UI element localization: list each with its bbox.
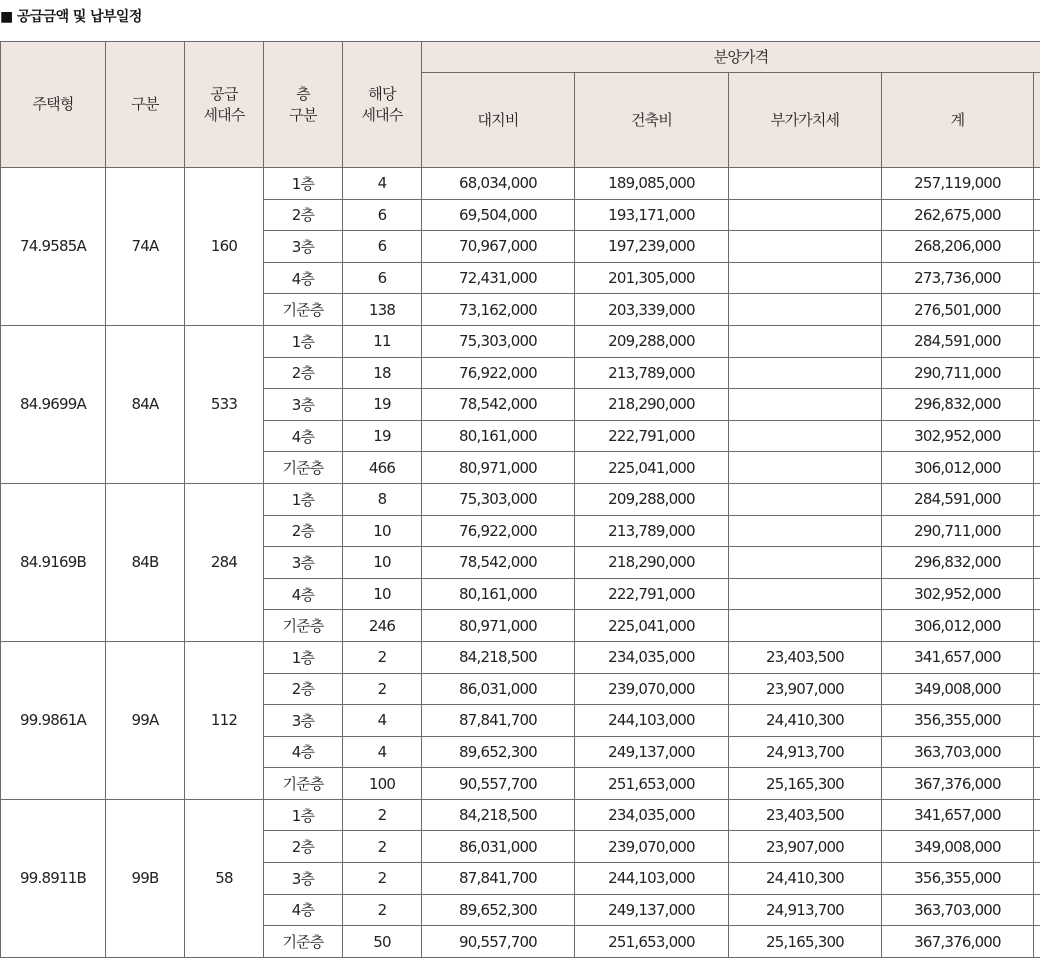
- cell-units: 4: [343, 168, 422, 200]
- cell-floor: 3층: [264, 389, 343, 421]
- cell-land: 87,841,700: [422, 705, 575, 737]
- header-vat: 부가가치세: [729, 73, 882, 168]
- cell-stub: [1034, 799, 1040, 831]
- cell-land: 78,542,000: [422, 389, 575, 421]
- cell-units: 8: [343, 483, 422, 515]
- cell-floor: 1층: [264, 168, 343, 200]
- cell-stub: [1034, 736, 1040, 768]
- cell-vat: 24,410,300: [729, 863, 882, 895]
- cell-build: 244,103,000: [575, 705, 729, 737]
- cell-vat: [729, 231, 882, 263]
- cell-build: 218,290,000: [575, 547, 729, 579]
- cell-floor: 2층: [264, 831, 343, 863]
- cell-floor: 3층: [264, 231, 343, 263]
- cell-division: 84A: [106, 325, 185, 483]
- cell-build: 213,789,000: [575, 515, 729, 547]
- cell-floor: 4층: [264, 420, 343, 452]
- cell-build: 222,791,000: [575, 578, 729, 610]
- cell-units: 4: [343, 705, 422, 737]
- cell-stub: [1034, 863, 1040, 895]
- cell-land: 69,504,000: [422, 199, 575, 231]
- cell-vat: [729, 578, 882, 610]
- table-row: [1, 325, 1040, 357]
- cell-floor: 기준층: [264, 452, 343, 484]
- cell-floor: 4층: [264, 736, 343, 768]
- cell-vat: 24,913,700: [729, 736, 882, 768]
- header-floor-line2: 구분: [289, 105, 317, 124]
- cell-total: 284,591,000: [882, 483, 1034, 515]
- header-type: 주택형: [1, 42, 106, 168]
- cell-vat: [729, 199, 882, 231]
- cell-units: 2: [343, 894, 422, 926]
- cell-total: 276,501,000: [882, 294, 1034, 326]
- cell-floor: 1층: [264, 799, 343, 831]
- cell-land: 84,218,500: [422, 641, 575, 673]
- cell-total: 356,355,000: [882, 705, 1034, 737]
- header-build: 건축비: [575, 73, 729, 168]
- cell-build: 244,103,000: [575, 863, 729, 895]
- cell-land: 80,971,000: [422, 452, 575, 484]
- cell-build: 239,070,000: [575, 831, 729, 863]
- cell-stub: [1034, 452, 1040, 484]
- cell-floor: 4층: [264, 262, 343, 294]
- cell-floor: 2층: [264, 515, 343, 547]
- cell-vat: [729, 547, 882, 579]
- cell-vat: 25,165,300: [729, 926, 882, 958]
- header-floor-line1: 층: [296, 84, 310, 103]
- cell-type: 99.8911B: [1, 799, 106, 957]
- cell-vat: [729, 452, 882, 484]
- header-land: 대지비: [422, 73, 575, 168]
- cell-vat: [729, 389, 882, 421]
- cell-units: 10: [343, 547, 422, 579]
- cell-stub: [1034, 294, 1040, 326]
- cell-total: 349,008,000: [882, 831, 1034, 863]
- cell-units: 6: [343, 199, 422, 231]
- header-supply-units-line1: 공급: [210, 84, 238, 103]
- cell-type: 84.9699A: [1, 325, 106, 483]
- cell-stub: [1034, 357, 1040, 389]
- cell-total: 296,832,000: [882, 389, 1034, 421]
- cell-build: 209,288,000: [575, 483, 729, 515]
- cell-build: 213,789,000: [575, 357, 729, 389]
- cell-total: 363,703,000: [882, 736, 1034, 768]
- cell-build: 197,239,000: [575, 231, 729, 263]
- cell-vat: 23,403,500: [729, 641, 882, 673]
- cell-build: 193,171,000: [575, 199, 729, 231]
- cell-total: 302,952,000: [882, 578, 1034, 610]
- cell-stub: [1034, 389, 1040, 421]
- header-supply-units-line2: 세대수: [203, 105, 245, 124]
- cell-vat: [729, 294, 882, 326]
- cell-land: 80,161,000: [422, 578, 575, 610]
- table-row: [1, 483, 1040, 515]
- cell-land: 90,557,700: [422, 926, 575, 958]
- cell-floor: 4층: [264, 894, 343, 926]
- cell-land: 80,161,000: [422, 420, 575, 452]
- cell-land: 76,922,000: [422, 515, 575, 547]
- cell-total: 349,008,000: [882, 673, 1034, 705]
- cell-land: 84,218,500: [422, 799, 575, 831]
- cell-units: 466: [343, 452, 422, 484]
- cell-vat: 25,165,300: [729, 768, 882, 800]
- cell-land: 89,652,300: [422, 894, 575, 926]
- header-total: 계: [882, 73, 1034, 168]
- cell-vat: 23,907,000: [729, 831, 882, 863]
- header-units-line2: 세대수: [361, 105, 403, 124]
- table-body: [1, 168, 1040, 958]
- table-row: [1, 168, 1040, 200]
- cell-stub: [1034, 325, 1040, 357]
- cell-stub: [1034, 168, 1040, 200]
- cell-total: 306,012,000: [882, 452, 1034, 484]
- cell-floor: 2층: [264, 673, 343, 705]
- cell-floor: 1층: [264, 483, 343, 515]
- cell-build: 189,085,000: [575, 168, 729, 200]
- cell-supply: 58: [185, 799, 264, 957]
- cell-total: 257,119,000: [882, 168, 1034, 200]
- cell-land: 86,031,000: [422, 831, 575, 863]
- cell-floor: 1층: [264, 641, 343, 673]
- cell-stub: [1034, 547, 1040, 579]
- cell-build: 251,653,000: [575, 768, 729, 800]
- price-table-container: [0, 41, 1040, 958]
- cell-land: 89,652,300: [422, 736, 575, 768]
- cell-total: 356,355,000: [882, 863, 1034, 895]
- cell-units: 6: [343, 262, 422, 294]
- cell-supply: 284: [185, 483, 264, 641]
- cell-total: 341,657,000: [882, 641, 1034, 673]
- cell-units: 19: [343, 420, 422, 452]
- cell-build: 225,041,000: [575, 610, 729, 642]
- cell-total: 367,376,000: [882, 768, 1034, 800]
- cell-floor: 3층: [264, 705, 343, 737]
- cell-total: 367,376,000: [882, 926, 1034, 958]
- cell-land: 73,162,000: [422, 294, 575, 326]
- cell-supply: 533: [185, 325, 264, 483]
- cell-floor: 1층: [264, 325, 343, 357]
- cell-vat: 24,410,300: [729, 705, 882, 737]
- cell-floor: 기준층: [264, 768, 343, 800]
- cell-total: 290,711,000: [882, 515, 1034, 547]
- cell-vat: [729, 168, 882, 200]
- table-row: [1, 641, 1040, 673]
- cell-vat: [729, 357, 882, 389]
- cell-floor: 3층: [264, 863, 343, 895]
- cell-stub: [1034, 768, 1040, 800]
- cell-floor: 기준층: [264, 294, 343, 326]
- cell-land: 76,922,000: [422, 357, 575, 389]
- cell-vat: [729, 420, 882, 452]
- cell-floor: 2층: [264, 199, 343, 231]
- cell-total: 273,736,000: [882, 262, 1034, 294]
- table-row: [1, 799, 1040, 831]
- cell-units: 19: [343, 389, 422, 421]
- cell-build: 209,288,000: [575, 325, 729, 357]
- cell-type: 99.9861A: [1, 641, 106, 799]
- cell-total: 296,832,000: [882, 547, 1034, 579]
- cell-land: 75,303,000: [422, 325, 575, 357]
- cell-build: 201,305,000: [575, 262, 729, 294]
- cell-type: 84.9169B: [1, 483, 106, 641]
- cell-division: 99B: [106, 799, 185, 957]
- cell-units: 2: [343, 641, 422, 673]
- cell-land: 72,431,000: [422, 262, 575, 294]
- cell-build: 249,137,000: [575, 894, 729, 926]
- cell-build: 251,653,000: [575, 926, 729, 958]
- header-units-line1: 해당: [368, 84, 396, 103]
- cell-total: 268,206,000: [882, 231, 1034, 263]
- cell-stub: [1034, 231, 1040, 263]
- supply-price-table: [0, 41, 1040, 958]
- cell-division: 84B: [106, 483, 185, 641]
- cell-floor: 기준층: [264, 610, 343, 642]
- cell-land: 90,557,700: [422, 768, 575, 800]
- cell-build: 249,137,000: [575, 736, 729, 768]
- cell-land: 75,303,000: [422, 483, 575, 515]
- header-stub: [1034, 73, 1040, 168]
- cell-units: 100: [343, 768, 422, 800]
- cell-supply: 112: [185, 641, 264, 799]
- cell-units: 10: [343, 578, 422, 610]
- cell-total: 284,591,000: [882, 325, 1034, 357]
- cell-units: 2: [343, 831, 422, 863]
- section-heading: ■ 공급금액 및 납부일정: [0, 9, 142, 25]
- table-header: [1, 42, 1040, 168]
- cell-land: 70,967,000: [422, 231, 575, 263]
- cell-build: 234,035,000: [575, 799, 729, 831]
- cell-total: 290,711,000: [882, 357, 1034, 389]
- cell-vat: [729, 325, 882, 357]
- cell-vat: [729, 610, 882, 642]
- cell-build: 225,041,000: [575, 452, 729, 484]
- cell-stub: [1034, 420, 1040, 452]
- cell-units: 50: [343, 926, 422, 958]
- cell-stub: [1034, 705, 1040, 737]
- cell-build: 222,791,000: [575, 420, 729, 452]
- cell-floor: 3층: [264, 547, 343, 579]
- cell-floor: 기준층: [264, 926, 343, 958]
- cell-land: 87,841,700: [422, 863, 575, 895]
- cell-stub: [1034, 673, 1040, 705]
- cell-stub: [1034, 483, 1040, 515]
- cell-units: 138: [343, 294, 422, 326]
- cell-units: 2: [343, 799, 422, 831]
- cell-supply: 160: [185, 168, 264, 326]
- cell-total: 262,675,000: [882, 199, 1034, 231]
- cell-type: 74.9585A: [1, 168, 106, 326]
- cell-stub: [1034, 199, 1040, 231]
- header-price-group: 분양가격: [422, 42, 1040, 73]
- cell-land: 78,542,000: [422, 547, 575, 579]
- cell-vat: [729, 515, 882, 547]
- cell-units: 2: [343, 673, 422, 705]
- cell-land: 80,971,000: [422, 610, 575, 642]
- cell-stub: [1034, 641, 1040, 673]
- cell-floor: 4층: [264, 578, 343, 610]
- cell-total: 363,703,000: [882, 894, 1034, 926]
- cell-stub: [1034, 515, 1040, 547]
- cell-total: 302,952,000: [882, 420, 1034, 452]
- cell-vat: 23,403,500: [729, 799, 882, 831]
- cell-build: 239,070,000: [575, 673, 729, 705]
- cell-units: 2: [343, 863, 422, 895]
- cell-stub: [1034, 578, 1040, 610]
- cell-build: 218,290,000: [575, 389, 729, 421]
- cell-build: 234,035,000: [575, 641, 729, 673]
- cell-vat: [729, 262, 882, 294]
- cell-units: 10: [343, 515, 422, 547]
- header-units: [343, 42, 422, 168]
- header-floor: [264, 42, 343, 168]
- cell-floor: 2층: [264, 357, 343, 389]
- cell-build: 203,339,000: [575, 294, 729, 326]
- cell-units: 6: [343, 231, 422, 263]
- cell-land: 86,031,000: [422, 673, 575, 705]
- cell-vat: [729, 483, 882, 515]
- cell-vat: 23,907,000: [729, 673, 882, 705]
- cell-units: 18: [343, 357, 422, 389]
- cell-total: 341,657,000: [882, 799, 1034, 831]
- cell-division: 99A: [106, 641, 185, 799]
- cell-land: 68,034,000: [422, 168, 575, 200]
- cell-division: 74A: [106, 168, 185, 326]
- cell-units: 4: [343, 736, 422, 768]
- cell-stub: [1034, 262, 1040, 294]
- cell-stub: [1034, 894, 1040, 926]
- cell-stub: [1034, 926, 1040, 958]
- cell-units: 246: [343, 610, 422, 642]
- cell-vat: 24,913,700: [729, 894, 882, 926]
- cell-units: 11: [343, 325, 422, 357]
- header-supply-units: [185, 42, 264, 168]
- header-division: 구분: [106, 42, 185, 168]
- cell-stub: [1034, 831, 1040, 863]
- cell-total: 306,012,000: [882, 610, 1034, 642]
- cell-stub: [1034, 610, 1040, 642]
